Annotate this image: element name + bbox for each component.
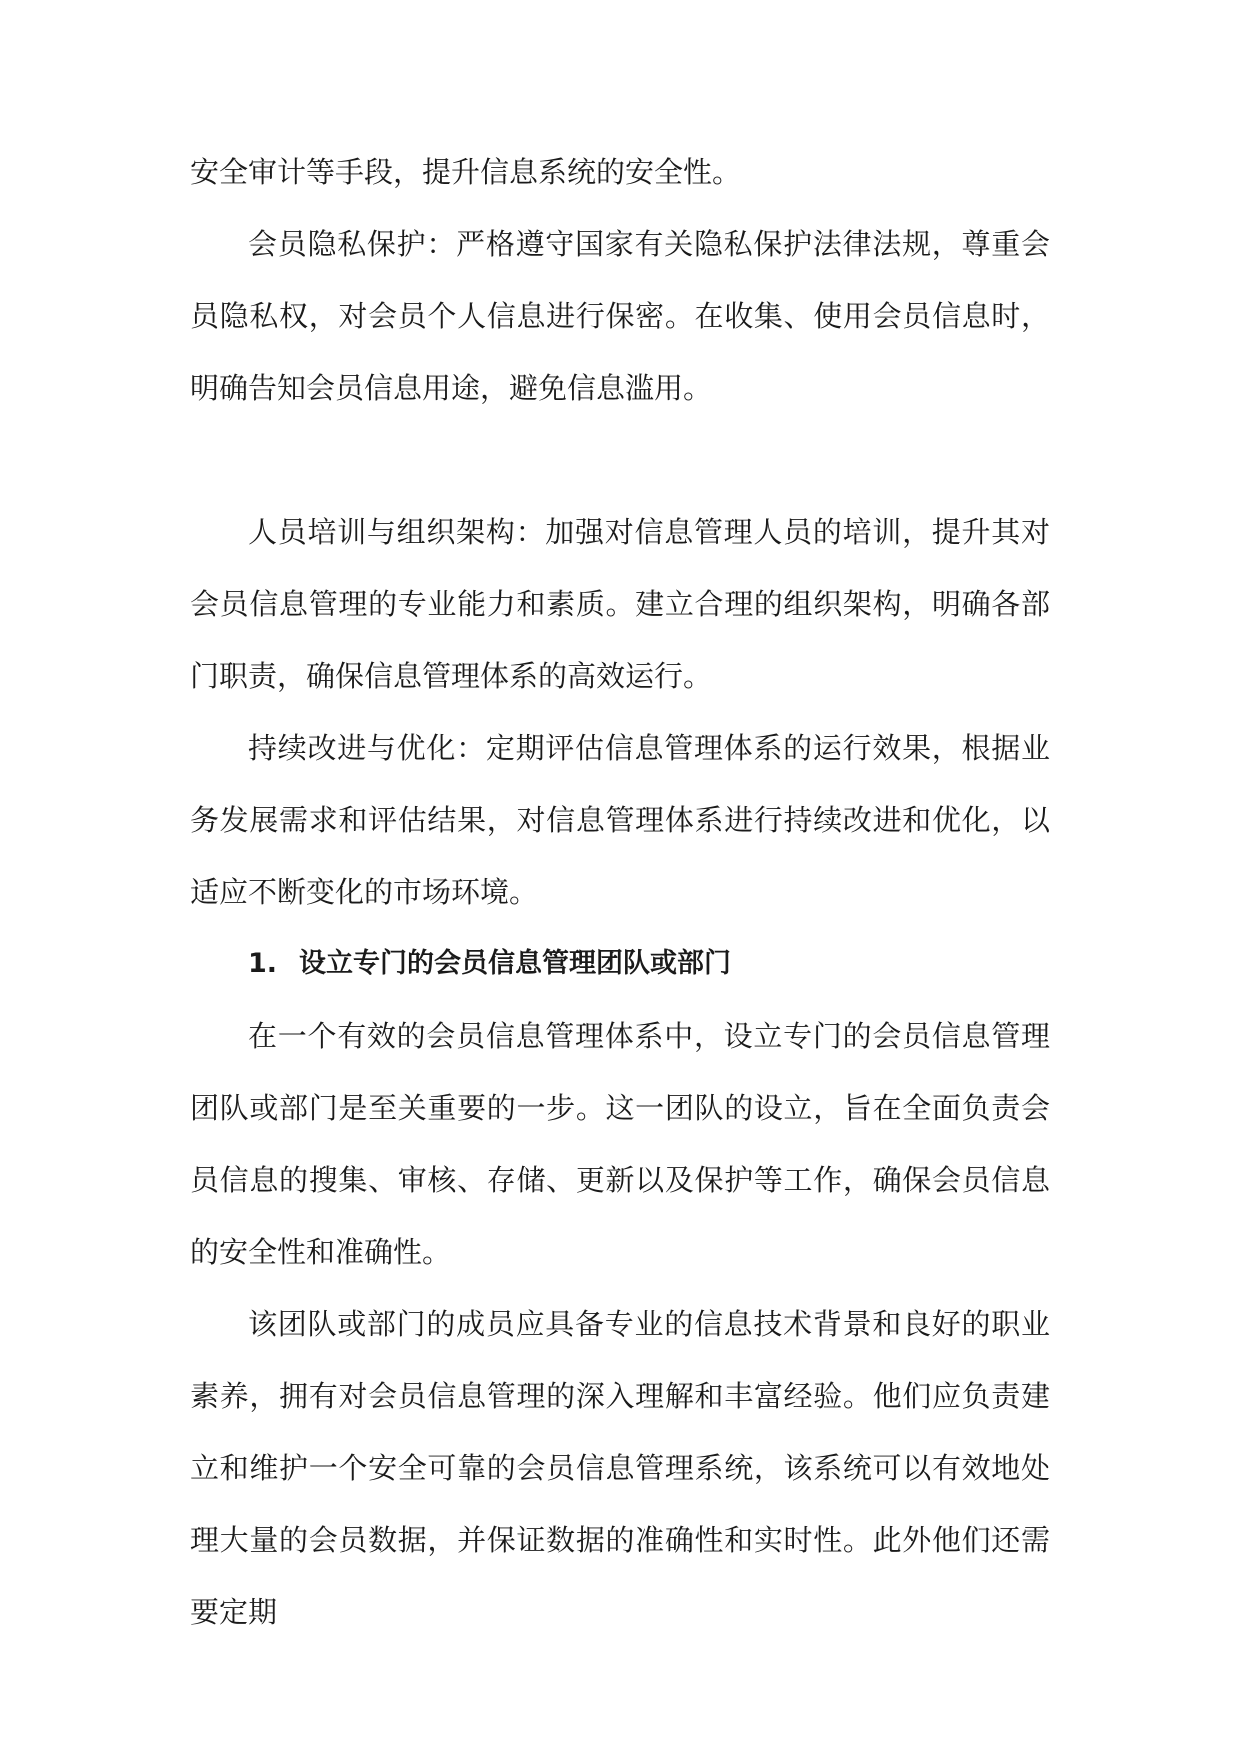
section-heading-title: 设立专门的会员信息管理团队或部门 [299, 948, 732, 979]
section-heading [248, 928, 1008, 1000]
section-heading-number: 1. [248, 948, 278, 979]
paragraph-staff-training-organization: 人员培训与组织架构：加强对信息管理人员的培训，提升其对会员信息管理的专业能力和素质。建立合理的组织架构，明确各部门职责，确保信息管理体系的高效运行。 [190, 515, 1050, 693]
paragraph-security-audit-continuation: 安全审计等手段，提升信息系统的安全性。 [190, 155, 742, 189]
paragraph-member-privacy-protection: 会员隐私保护：严格遵守国家有关隐私保护法律法规，尊重会员隐私权，对会员个人信息进行保密。在收集、使用会员信息时，明确告知会员信息用途，避免信息滥用。 [190, 227, 1050, 405]
paragraph-continuous-improvement: 持续改进与优化：定期评估信息管理体系的运行效果，根据业务发展需求和评估结果，对信息管理体系进行持续改进和优化，以适应不断变化的市场环境。 [190, 731, 1050, 909]
paragraph-team-members-qualifications: 该团队或部门的成员应具备专业的信息技术背景和良好的职业素养，拥有对会员信息管理的深入理解和丰富经验。他们应负责建立和维护一个安全可靠的会员信息管理系统，该系统可以有效地处理大量的会员数据，并保证数据的准确性和实时性。此外他们还需要定期 [190, 1307, 1050, 1629]
paragraph-dedicated-team-intro: 在一个有效的会员信息管理体系中，设立专门的会员信息管理团队或部门是至关重要的一步。这一团队的设立，旨在全面负责会员信息的搜集、审核、存储、更新以及保护等工作，确保会员信息的安全性和准确性。 [190, 1019, 1050, 1269]
